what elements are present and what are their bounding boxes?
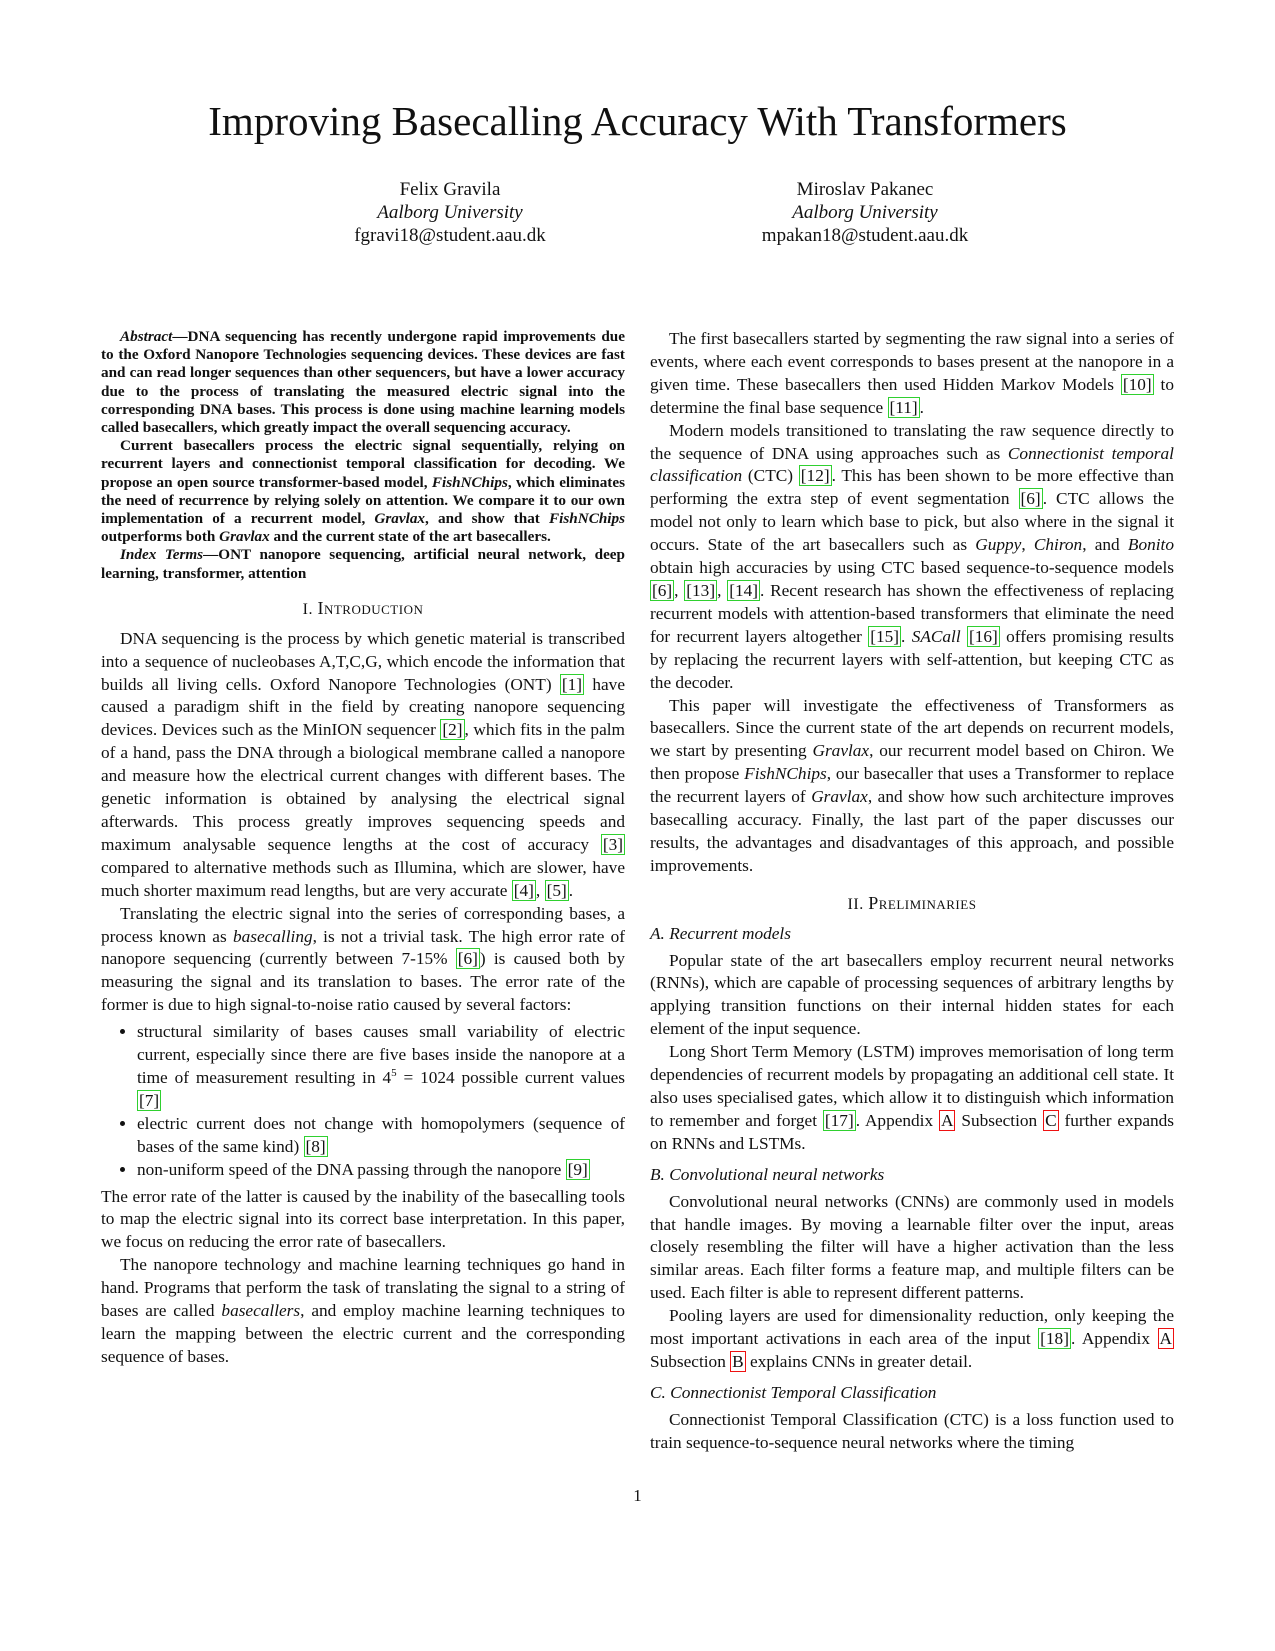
intro-paragraph-4 — [101, 1254, 625, 1369]
text: Subsection — [955, 1110, 1044, 1130]
citation-link[interactable]: [6] — [457, 949, 478, 969]
text: , which fits in the palm of a hand, pass the DNA through a biological membrane called a nanopore and measure how the electrical current changes with different bases. The genetic information is obtained by analysing the electrical signal afterwards. This process greatly improves sequencing speeds and maximum analysable sequence lengths at the cost of accuracy — [101, 720, 625, 854]
citation-link[interactable]: [8] — [305, 1136, 326, 1156]
citation-link[interactable]: [9] — [567, 1159, 588, 1179]
tool-name: Guppy — [975, 535, 1022, 555]
text: compared to alternative methods such as Illumina, which are slower, have much shorter maximum read lengths, but are very accurate — [101, 857, 625, 900]
section-number: II. — [847, 895, 869, 913]
text: . Appendix — [855, 1110, 939, 1130]
text: structural similarity of bases causes small variability of electric current, especially since there are five bases inside the nanopore at a time of measurement resulting in 4 — [137, 1022, 625, 1087]
text: Translating the electric signal into the series of corresponding bases, a process known as — [101, 903, 625, 946]
abstract-paragraph-2 — [101, 437, 625, 546]
abstract-text: outperforms both — [101, 528, 220, 546]
text: Subsection — [650, 1351, 731, 1371]
text: non-uniform speed of the DNA passing through the nanopore — [137, 1159, 566, 1179]
emphasis: Connectionist temporal classification — [650, 443, 1174, 486]
right-paragraph-1 — [650, 328, 1174, 420]
text: . Recent research has shown the effectiveness of replacing recurrent models with attention-based transformers that eliminate the need for recurrent layers altogether — [650, 580, 1175, 646]
abstract-paragraph-1 — [101, 328, 625, 437]
citation-link[interactable]: [7] — [139, 1090, 160, 1110]
list-item — [137, 1021, 625, 1113]
subsection-link[interactable]: B — [732, 1351, 744, 1371]
section-number: I. — [302, 600, 318, 618]
author-block-1 — [250, 178, 650, 247]
text: The first basecallers started by segmenting the raw signal into a series of events, where each event corresponds to bases present at the nanopore in a given time. These basecallers then used Hidden Markov Models — [650, 329, 1174, 394]
text: , and employ machine learning techniques to learn the mapping between the electric current and the corresponding sequence of bases. — [101, 1301, 626, 1366]
text: DNA sequencing is the process by which genetic material is transcribed into a sequence of nucleobases A,T,C,G, which encode the information that builds all living cells. Oxford Nanopore Technologies (ONT) — [101, 628, 625, 694]
recurrent-paragraph-2 — [650, 1041, 1174, 1156]
text: explains CNNs in greater detail. — [745, 1351, 973, 1371]
paper-title: Improving Basecalling Accuracy With Transformers — [208, 98, 1067, 144]
author-email: fgravi18@student.aau.dk — [354, 225, 546, 246]
citation-link[interactable]: [18] — [1040, 1329, 1069, 1349]
subsection-heading: B. Convolutional neural networks — [650, 1164, 885, 1184]
author-block-2 — [665, 178, 1065, 247]
citation-link[interactable]: [12] — [800, 466, 830, 486]
index-terms — [101, 546, 625, 582]
index-terms-label: Index Terms — [120, 546, 204, 564]
citation-link[interactable]: [3] — [602, 834, 623, 854]
emphasis: basecalling — [232, 926, 313, 946]
text: , and show how such architecture improves basecalling accuracy. Finally, the last part of the paper discusses our results, the advantages and disadvantages of this approach, and possible improvements. — [650, 787, 1174, 875]
text: The nanopore technology and machine learning techniques go hand in hand. Programs that perform the task of translating the signal to a string of bases are called — [101, 1255, 625, 1321]
ctc-paragraph-1: Connectionist Temporal Classification (CTC) is a loss function used to train sequence-to-sequence neural networks where the timing — [650, 1409, 1174, 1452]
page-number: 1 — [633, 1486, 642, 1505]
text: to determine the final base sequence — [650, 374, 1175, 417]
cnn-paragraph-2 — [650, 1305, 1174, 1374]
text: offers promising results by replacing the recurrent layers with self-attention, but keeping CTC as the decoder. — [650, 626, 1175, 692]
citation-link[interactable]: [5] — [546, 880, 567, 900]
section-title: Introduction — [317, 597, 424, 618]
abstract-text: Current basecallers process the electric signal sequentially, relying on recurrent layers and connectionist temporal classification for decoding. We propose an open source transformer-based model, — [101, 437, 625, 491]
right-column — [650, 328, 1174, 1455]
appendix-link[interactable]: A — [940, 1110, 954, 1130]
citation-link[interactable]: [10] — [1122, 374, 1152, 394]
factor-list — [101, 1021, 625, 1181]
text: Long Short Term Memory (LSTM) improves memorisation of long term dependencies of recurrent models by propagating an additional cell state. It also uses specialised gates, which allow it to distinguish which information to remember and forget — [650, 1042, 1174, 1130]
model-name: Gravlax — [812, 741, 870, 761]
cnn-paragraph-1: Convolutional neural networks (CNNs) are commonly used in models that handle images. By moving a learnable filter over the input, areas closely resembling the filter will have a higher activation than the less similar areas. Each filter forms a feature map, and multiple filters can be used. Each filter is able to represent different patterns. — [650, 1191, 1174, 1303]
text: = 1024 possible current values — [396, 1067, 625, 1087]
tool-name: Chiron — [1033, 535, 1083, 555]
abstract-label: Abstract — [120, 328, 173, 345]
model-name: FishNChips — [431, 473, 508, 491]
citation-link[interactable]: [2] — [442, 720, 463, 740]
section-heading-preliminaries — [650, 892, 1174, 917]
tool-name: Bonito — [1127, 535, 1174, 555]
right-paragraph-3 — [650, 695, 1174, 878]
index-terms-text: —ONT nanopore sequencing, artificial neural network, deep learning, transformer, attention — [101, 546, 625, 582]
abstract-text: and the current state of the art basecallers. — [269, 528, 551, 546]
emphasis: basecallers — [221, 1301, 301, 1321]
citation-link[interactable]: [11] — [889, 397, 918, 417]
citation-link[interactable]: [14] — [729, 580, 758, 600]
model-name: Gravlax — [811, 787, 868, 807]
text: . — [919, 397, 924, 417]
intro-paragraph-2 — [101, 903, 625, 1018]
author-affiliation: Aalborg University — [792, 202, 938, 223]
subsection-heading: C. Connectionist Temporal Classification — [650, 1382, 937, 1402]
text: Pooling layers are used for dimensionality reduction, only keeping the most important activations in each area of the input — [650, 1306, 1174, 1349]
text: further expands on RNNs and LSTMs. — [650, 1110, 1175, 1153]
text: have caused a paradigm shift in the field by creating nanopore sequencing devices. Devices such as the MinION sequencer — [101, 674, 625, 740]
text: This paper will investigate the effectiveness of Transformers as basecallers. Since the current state of the art depends on recurrent models, we start by presenting — [650, 695, 1174, 761]
text: . — [568, 880, 574, 900]
text: , our basecaller that uses a Transformer to replace the recurrent layers of — [650, 764, 1175, 807]
tool-name: SACall — [911, 626, 961, 646]
model-name: Gravlax — [374, 510, 426, 528]
subsection-link[interactable]: C — [1045, 1110, 1057, 1130]
text: . This has been shown to be more effective than performing the extra step of event segmentation — [650, 466, 1174, 509]
author-name: Miroslav Pakanec — [796, 179, 934, 200]
intro-paragraph-1: DNA sequencing is the process by which genetic material is transcribed into a sequence of nucleobases A,T,C,G, which encode the information that builds all living cells. Oxford Nanopore Technologies (ONT) [1] have caused a paradigm shift in the field by creating nanopore sequencing devices. Devices such as the MinION sequencer [2] , which fits in the palm of a hand, pass the DNA through a biological membrane called a nanopore and measure how the electrical current changes with different bases. The genetic information is obtained by analysing the electrical signal afterwards. This process greatly improves sequencing speeds and maximum analysable sequence lengths at the cost of accuracy [3] compared to alternative methods such as Illumina, which are slower, have much shorter maximum read lengths, but are very accurate [4] , [5] . — [101, 628, 625, 900]
text: (CTC) — [742, 466, 799, 486]
text: , is not a trivial task. The high error rate of nanopore sequencing (currently between 7-15% — [101, 926, 625, 969]
text: , our recurrent model based on Chiron. We then propose — [650, 741, 1175, 784]
model-name: Gravlax — [219, 528, 270, 546]
citation-link[interactable]: [16] — [969, 626, 998, 646]
model-name: FishNChips — [549, 510, 625, 528]
author-affiliation: Aalborg University — [377, 202, 523, 223]
list-item — [137, 1159, 625, 1182]
list-item — [137, 1113, 625, 1159]
superscript: 5 — [391, 1067, 397, 1080]
subsection-heading: A. Recurrent models — [650, 923, 791, 943]
intro-paragraph-3: The error rate of the latter is caused by the inability of the basecalling tools to map the electric signal into its correct base interpretation. In this paper, we focus on reducing the error rate of basecallers. — [101, 1186, 625, 1252]
citation-link[interactable]: [15] — [870, 626, 900, 646]
text: . CTC allows the model not only to learn which base to pick, but also where in the signal it occurs. State of the art basecallers such as — [650, 489, 1174, 555]
text: Modern models transitioned to translating the raw sequence directly to the sequence of DNA using approaches such as — [650, 420, 1174, 463]
right-paragraph-2: Modern models transitioned to translating the raw sequence directly to the sequence of DNA using approaches such as Connectionist temporal classification (CTC) [12] . This has been shown to be more effective than performing the extra step of event segmentation [6] . CTC allows the model not only to learn which base to pick, but also where in the signal it occurs. State of the art basecallers such as Guppy, Chiron, and Bonito obtain high accuracies by using CTC based sequence-to-sequence models [6] , [13] , [14] . Recent research has shown the effectiveness of replacing recurrent models with attention-based transformers that eliminate the need for recurrent layers altogether [15] . SACall [16] offers promising results by replacing the recurrent layers with self-attention, but keeping CTC as the decoder. — [650, 420, 1175, 692]
citation-link[interactable]: [1] — [561, 674, 583, 694]
left-column — [101, 328, 625, 1369]
citation-link[interactable]: [6] — [652, 580, 673, 600]
abstract-text: , and show that — [425, 510, 550, 528]
text: . Appendix — [1070, 1329, 1158, 1349]
section-title: Preliminaries — [868, 892, 977, 913]
citation-link[interactable]: [13] — [686, 580, 716, 600]
citation-link[interactable]: [6] — [1020, 489, 1041, 509]
appendix-link[interactable]: A — [1159, 1329, 1172, 1349]
section-heading-introduction — [101, 597, 625, 622]
text: electric current does not change with homopolymers (sequence of bases of the same kind) — [137, 1113, 625, 1156]
text: obtain high accuracies by using CTC based sequence-to-sequence models — [650, 558, 1174, 578]
recurrent-paragraph-1: Popular state of the art basecallers employ recurrent neural networks (RNNs), which are capable of processing sequences of arbitrary lengths by applying transition functions on their internal hidden states for each element of the input sequence. — [650, 950, 1174, 1039]
abstract-text: —DNA sequencing has recently undergone rapid improvements due to the Oxford Nanopore Technologies sequencing devices. These devices are fast and can read longer sequences than other sequencers, but have a lower accuracy due to the process of translating the measured electric signal into the corresponding DNA bases. This process is done using machine learning models called basecallers, which greatly impact the overall sequencing accuracy. — [101, 328, 625, 437]
citation-link[interactable]: [17] — [824, 1110, 854, 1130]
model-name: FishNChips — [744, 764, 827, 784]
abstract-text: , which eliminates the need of recurrence by relying solely on attention. We compare it to our own implementation of a recurrent model, — [101, 473, 625, 528]
citation-link[interactable]: [4] — [513, 880, 534, 900]
author-email: mpakan18@student.aau.dk — [761, 225, 969, 246]
author-name: Felix Gravila — [399, 179, 501, 200]
text: ) is caused both by measuring the signal and its translation to bases. The error rate of the former is due to high signal-to-noise ratio caused by several factors: — [101, 949, 625, 1015]
